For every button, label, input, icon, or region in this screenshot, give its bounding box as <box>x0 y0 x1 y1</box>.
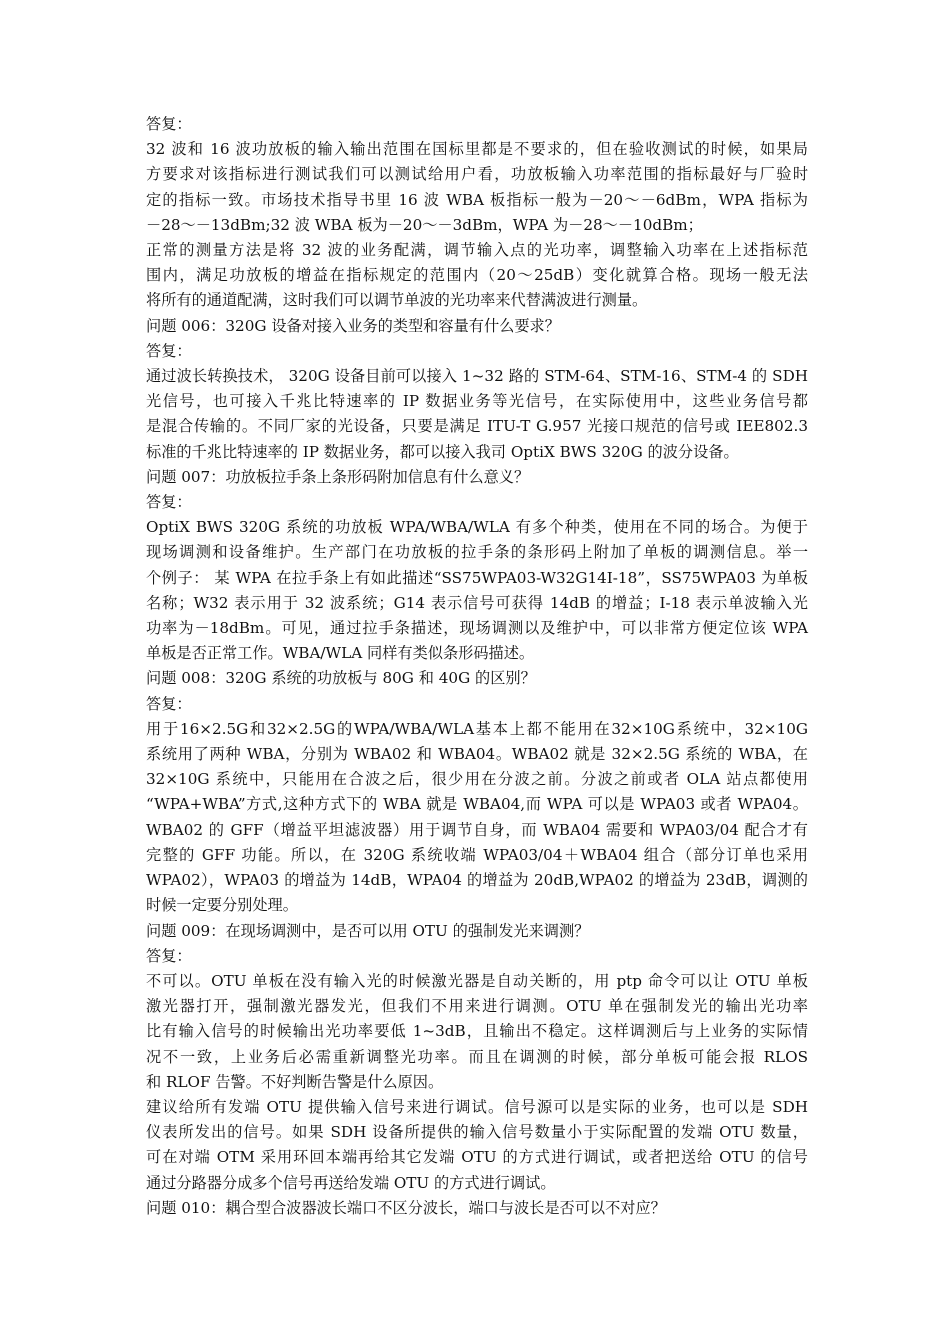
document-paragraph <box>146 692 808 717</box>
document-paragraph <box>146 490 808 515</box>
text-line: 建议给所有发端 OTU 提供输入信号来进行调试。信号源可以是实际的业务，也可以是 SDH <box>146 1097 808 1116</box>
document-paragraph <box>146 515 808 666</box>
text-line: 比有输入信号的时候输出光功率要低 1~3dB，且输出不稳定。这样调测后与上业务的实际情 <box>146 1022 808 1041</box>
document-paragraph <box>146 1196 808 1221</box>
text-line: 况不一致，上业务后必需重新调整光功率。而且在调测的时候，部分单板可能会报 RLOS <box>146 1047 808 1066</box>
document-paragraph <box>146 919 808 944</box>
text-line: 答复： <box>146 115 192 133</box>
text-line: 答复： <box>146 694 192 713</box>
text-line: 用于16×2.5G和32×2.5G的WPA/WBA/WLA基本上都不能用在32×10G系统中，32×10G <box>146 719 808 738</box>
text-line: 是混合传输的。不同厂家的光设备，只要是满足 ITU-T G.957 光接口规范的信号或 IEE802.3 <box>146 417 808 436</box>
document-paragraph <box>146 465 808 490</box>
document-paragraph <box>146 339 808 364</box>
document-paragraph <box>146 314 808 339</box>
text-line: WBA02 的 GFF（增益平坦滤波器）用于调节自身，而 WBA04 需要和 WPA03/04 配合才有 <box>146 820 808 839</box>
text-line: 系统用了两种 WBA，分别为 WBA02 和 WBA04。WBA02 就是 32×2.5G 系统的 WBA，在 <box>146 745 808 764</box>
text-line: －28～－13dBm;32 波 WBA 板为－20～－3dBm，WPA 为－28～－10dBm； <box>146 215 703 234</box>
document-page <box>146 112 808 1221</box>
text-line: 问题 007：功放板拉手条上条形码附加信息有什么意义？ <box>146 467 530 486</box>
document-paragraph <box>146 137 808 238</box>
text-line: 围内，满足功放板的增益在指标规定的范围内（20～25dB）变化就算合格。现场一般无法 <box>146 266 808 285</box>
document-paragraph <box>146 1095 808 1196</box>
text-line: 正常的测量方法是将 32 波的业务配满，调节输入点的光功率，调整输入功率在上述指标范 <box>146 241 808 260</box>
document-paragraph <box>146 364 808 465</box>
text-line: 答复： <box>146 341 192 360</box>
text-line: 和 RLOF 告警。不好判断告警是什么原因。 <box>146 1072 444 1091</box>
document-paragraph <box>146 944 808 969</box>
text-line: 激光器打开，强制激光器发光，但我们不用来进行调测。OTU 单在强制发光的输出光功率 <box>146 997 808 1016</box>
text-line: 标准的千兆比特速率的 IP 数据业务，都可以接入我司 OptiX BWS 320G 的波分设备。 <box>146 442 739 461</box>
text-line: 光信号，也可接入千兆比特速率的 IP 数据业务等光信号，在实际使用中，这些业务信号都 <box>146 392 808 411</box>
text-line: 个例子： 某 WPA 在拉手条上有如此描述“SS75WPA03-W32G14I-18”，SS75WPA03 为单板 <box>146 568 808 587</box>
text-line: 将所有的通道配满，这时我们可以调节单波的光功率来代替满波进行测量。 <box>146 291 648 310</box>
text-line: 答复： <box>146 493 192 512</box>
text-line: 名称；W32 表示用于 32 波系统；G14 表示信号可获得 14dB 的增益；I-18 表示单波输入光 <box>146 593 808 612</box>
text-line: “WPA+WBA”方式,这种方式下的 WBA 就是 WBA04,而 WPA 可以是 WPA03 或者 WPA04。 <box>146 795 808 814</box>
text-line: 功率为－18dBm。可见，通过拉手条描述，现场调测以及维护中，可以非常方便定位该 WPA <box>146 619 808 638</box>
text-line: 方要求对该指标进行测试我们可以测试给用户看，功放板输入功率范围的指标最好与厂验时 <box>146 165 808 184</box>
document-paragraph <box>146 112 808 137</box>
text-line: 可在对端 OTM 采用环回本端再给其它发端 OTU 的方式进行调试，或者把送给 OTU 的信号 <box>146 1148 808 1167</box>
document-paragraph <box>146 666 808 691</box>
text-line: 仪表所发出的信号。如果 SDH 设备所提供的输入信号数量小于实际配置的发端 OTU 数量， <box>146 1123 808 1142</box>
text-line: 时候一定要分别处理。 <box>146 896 298 915</box>
text-line: 单板是否正常工作。WBA/WLA 同样有类似条形码描述。 <box>146 644 535 663</box>
text-line: 通过波长转换技术， 320G 设备目前可以接入 1~32 路的 STM-64、STM-16、STM-4 的 SDH <box>146 367 808 386</box>
text-line: 问题 006：320G 设备对接入业务的类型和容量有什么要求？ <box>146 316 560 335</box>
text-line: 32×10G 系统中，只能用在合波之后，很少用在分波之前。分波之前或者 OLA 站点都使用 <box>146 770 808 789</box>
text-line: 32 波和 16 波功放板的输入输出范围在国标里都是不要求的，但在验收测试的时候，如果局 <box>146 140 808 159</box>
text-line: WPA02），WPA03 的增益为 14dB，WPA04 的增益为 20dB,WPA02 的增益为 23dB，调测的 <box>146 871 808 890</box>
text-line: 问题 008：320G 系统的功放板与 80G 和 40G 的区别？ <box>146 669 536 688</box>
document-paragraph <box>146 238 808 314</box>
text-line: 现场调测和设备维护。生产部门在功放板的拉手条的条形码上附加了单板的调测信息。举一 <box>146 543 808 562</box>
text-line: 定的指标一致。市场技术指导书里 16 波 WBA 板指标一般为－20～－6dBm，WPA 指标为 <box>146 190 808 209</box>
document-paragraph <box>146 969 808 1095</box>
text-line: 通过分路器分成多个信号再送给发端 OTU 的方式进行调试。 <box>146 1173 556 1192</box>
text-line: 问题 010：耦合型合波器波长端口不区分波长，端口与波长是否可以不对应？ <box>146 1198 666 1217</box>
document-paragraph <box>146 717 808 919</box>
text-line: OptiX BWS 320G 系统的功放板 WPA/WBA/WLA 有多个种类，使用在不同的场合。为便于 <box>146 518 808 537</box>
text-line: 完整的 GFF 功能。所以，在 320G 系统收端 WPA03/04＋WBA04 组合（部分订单也采用 <box>146 845 808 864</box>
text-line: 不可以。OTU 单板在没有输入光的时候激光器是自动关断的，用 ptp 命令可以让 OTU 单板 <box>146 971 808 990</box>
text-line: 答复： <box>146 946 192 965</box>
text-line: 问题 009：在现场调测中，是否可以用 OTU 的强制发光来调测？ <box>146 921 590 940</box>
